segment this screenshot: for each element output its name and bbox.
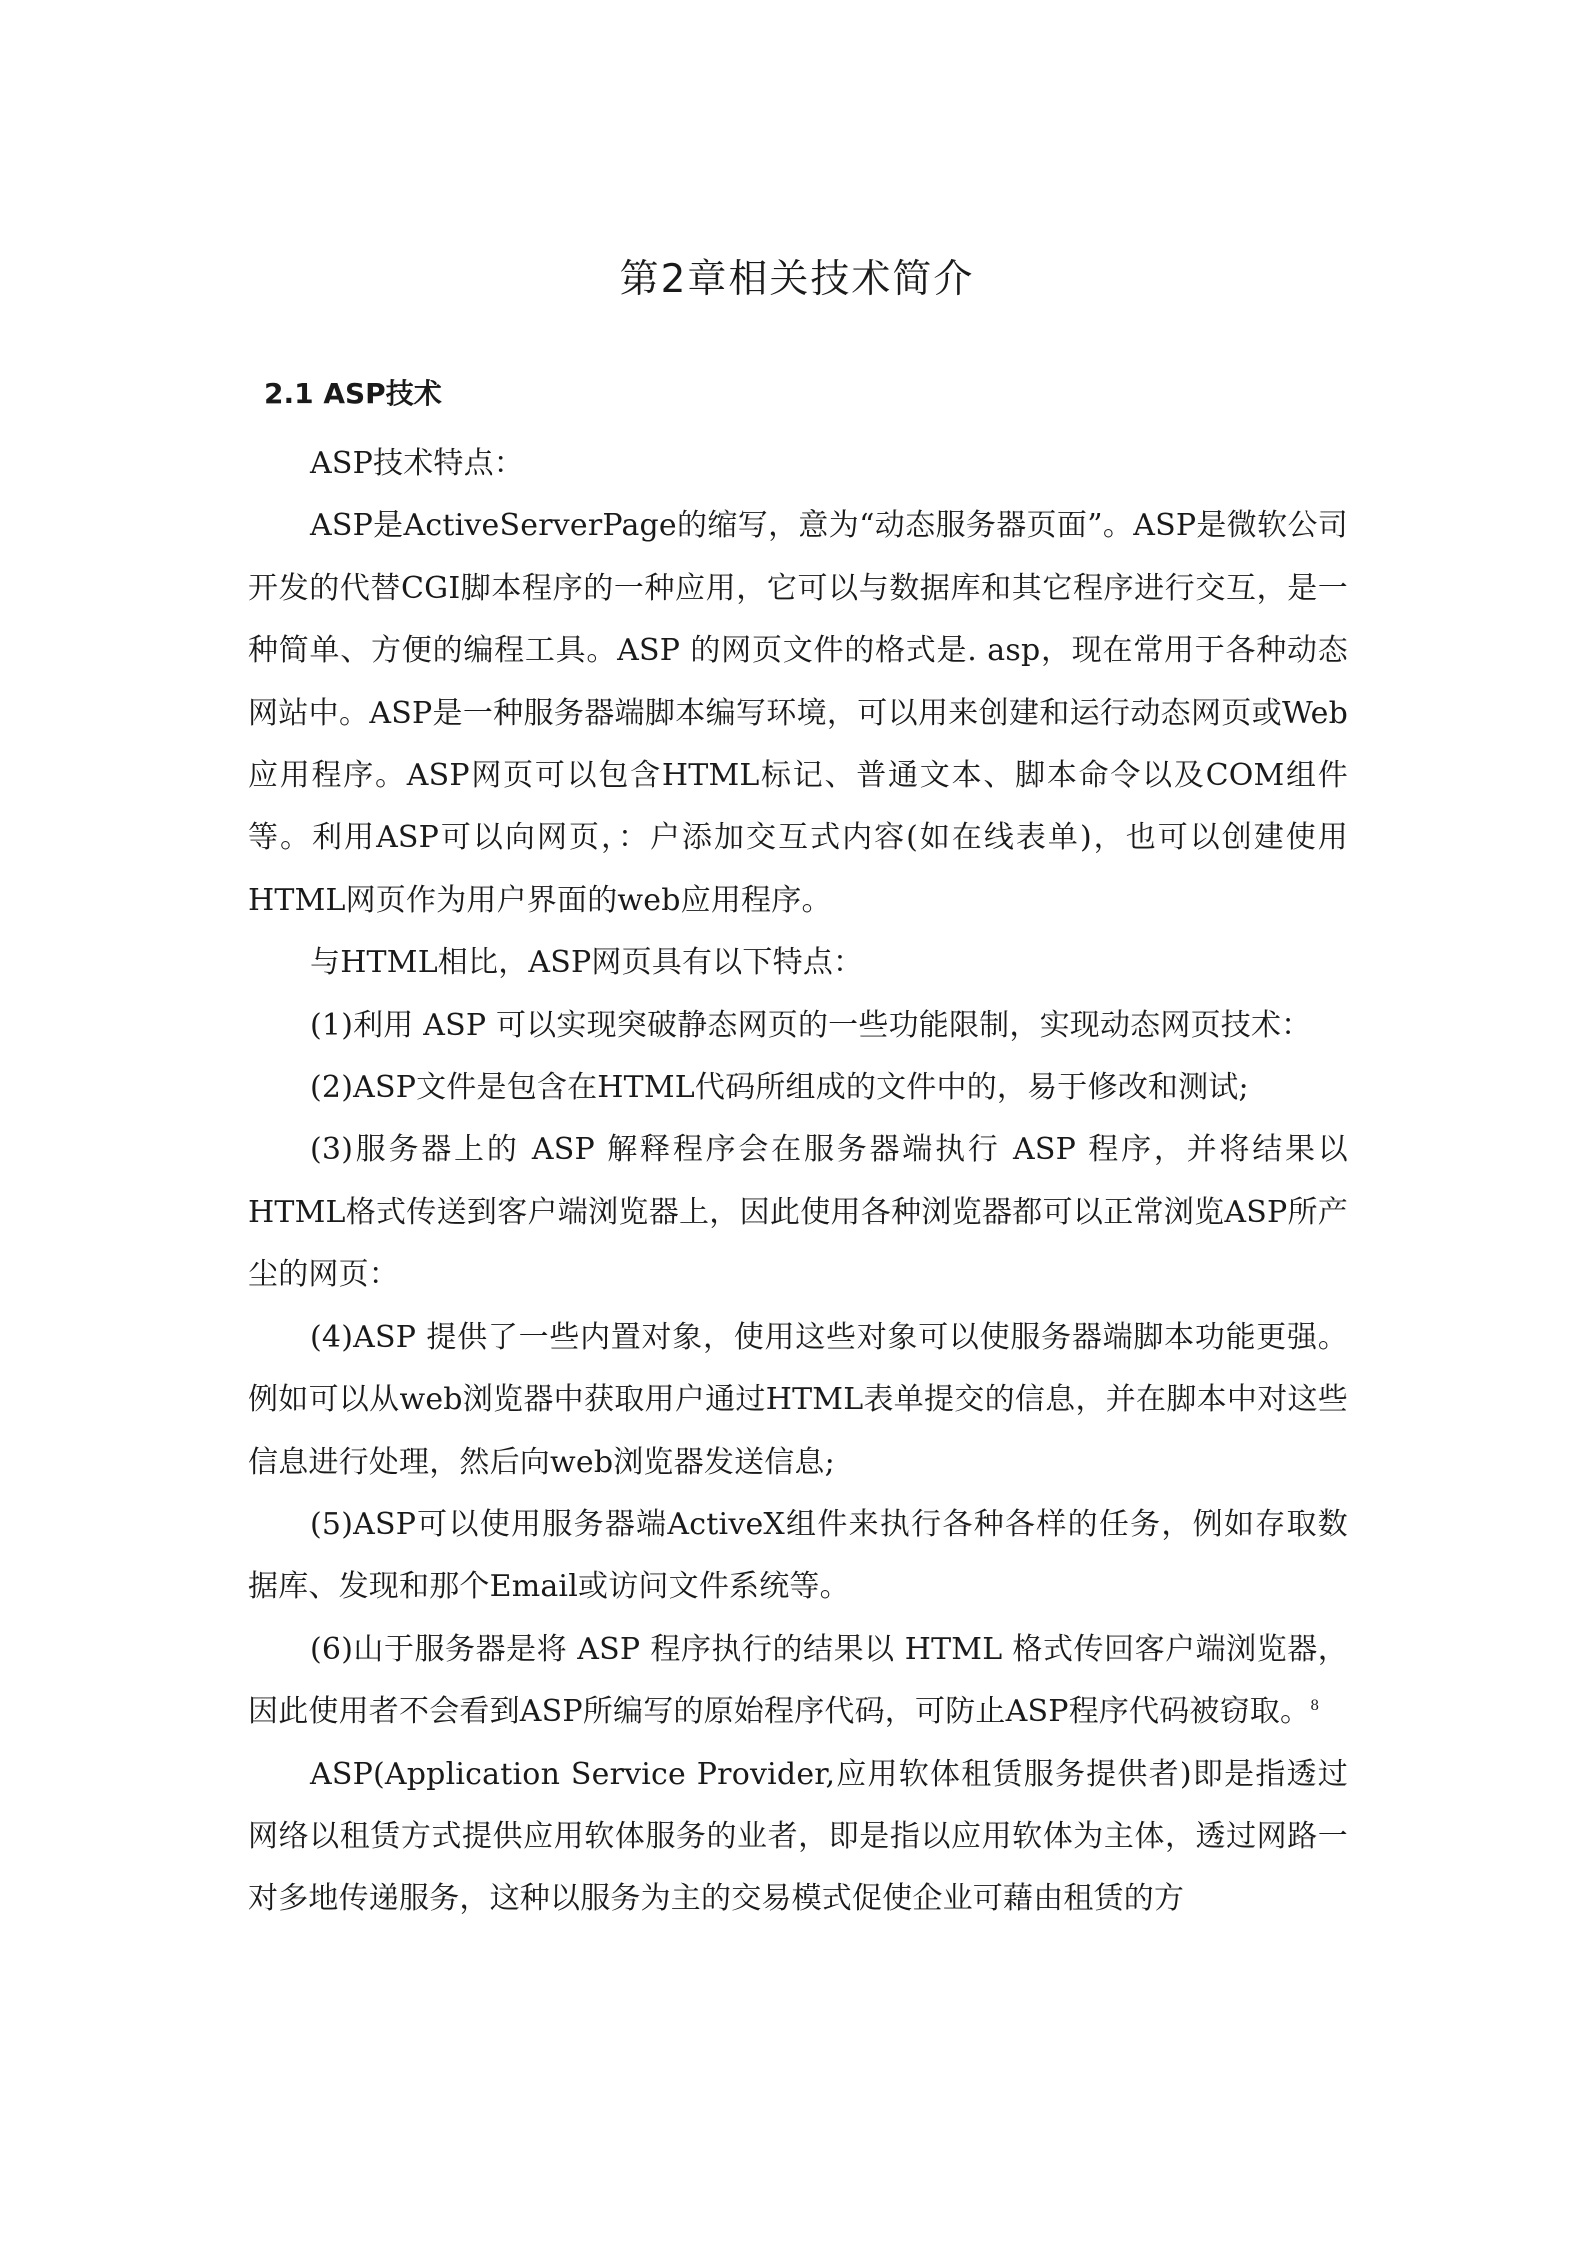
paragraph-feature-3: (3)服务器上的 ASP 解释程序会在服务器端执行 ASP 程序，并将结果以HTML格式传送到客户端浏览器上，因此使用各种浏览器都可以正常浏览ASP所产尘的网页：	[248, 1132, 1348, 1293]
paragraph-feature-5: (5)ASP可以使用服务器端ActiveX组件来执行各种各样的任务，例如存取数据库、发现和那个Email或访问文件系统等。	[248, 1506, 1348, 1605]
paragraph-feature-2: (2)ASP文件是包含在HTML代码所组成的文件中的，易于修改和测试;	[310, 1070, 1249, 1106]
paragraph-features-intro: ASP技术特点：	[310, 446, 525, 481]
paragraph-asp-definition: ASP是ActiveServerPage的缩写，意为“动态服务器页面”。ASP是微软公司开发的代替CGI脚本程序的一种应用，它可以与数据库和其它程序进行交互，是一种简单、方便的编程工具。ASP 的网页文件的格式是. asp，现在常用于各种动态网站中。ASP是一种服务器端脚本编写环境，可以用来创建和运行动态网页或Web应用程序。ASP网页可以包含HTML标记、普通文本、脚本命令以及COM组件等。利用ASP可以向网页，：户添加交互式内容(如在线表单)，也可以创建使用HTML网页作为用户界面的web应用程序。	[248, 508, 1348, 918]
paragraph-application-service-provider: ASP(Application Service Provider,应用软体租赁服务提供者)即是指透过网络以租赁方式提供应用软体服务的业者，即是指以应用软体为主体，透过网路一对多地传递服务，这种以服务为主的交易模式促使企业可藉由租赁的方	[248, 1756, 1348, 1917]
paragraph-feature-6-text: (6)山于服务器是将 ASP 程序执行的结果以 HTML 格式传回客户端浏览器，因此使用者不会看到ASP所编写的原始程序代码，可防止ASP程序代码被窃取。	[248, 1631, 1348, 1730]
paragraph-feature-4: (4)ASP 提供了一些内置对象，使用这些对象可以使服务器端脚本功能更强。例如可以从web浏览器中获取用户通过HTML表单提交的信息，并在脚本中对这些信息进行处理，然后向web浏览器发送信息;	[248, 1319, 1348, 1480]
section-heading: 2.1 ASP技术	[264, 377, 442, 410]
chapter-title: 第2章相关技术简介	[619, 257, 975, 302]
paragraph-feature-1: (1)利用 ASP 可以实现突破静态网页的一些功能限制，实现动态网页技术：	[310, 1007, 1312, 1043]
paragraph-feature-6	[248, 1619, 1348, 1744]
body-text	[248, 433, 1348, 1931]
paragraph-comparison-intro: 与HTML相比，ASP网页具有以下特点：	[310, 945, 864, 981]
footnote-marker: 8	[1310, 1698, 1320, 1715]
